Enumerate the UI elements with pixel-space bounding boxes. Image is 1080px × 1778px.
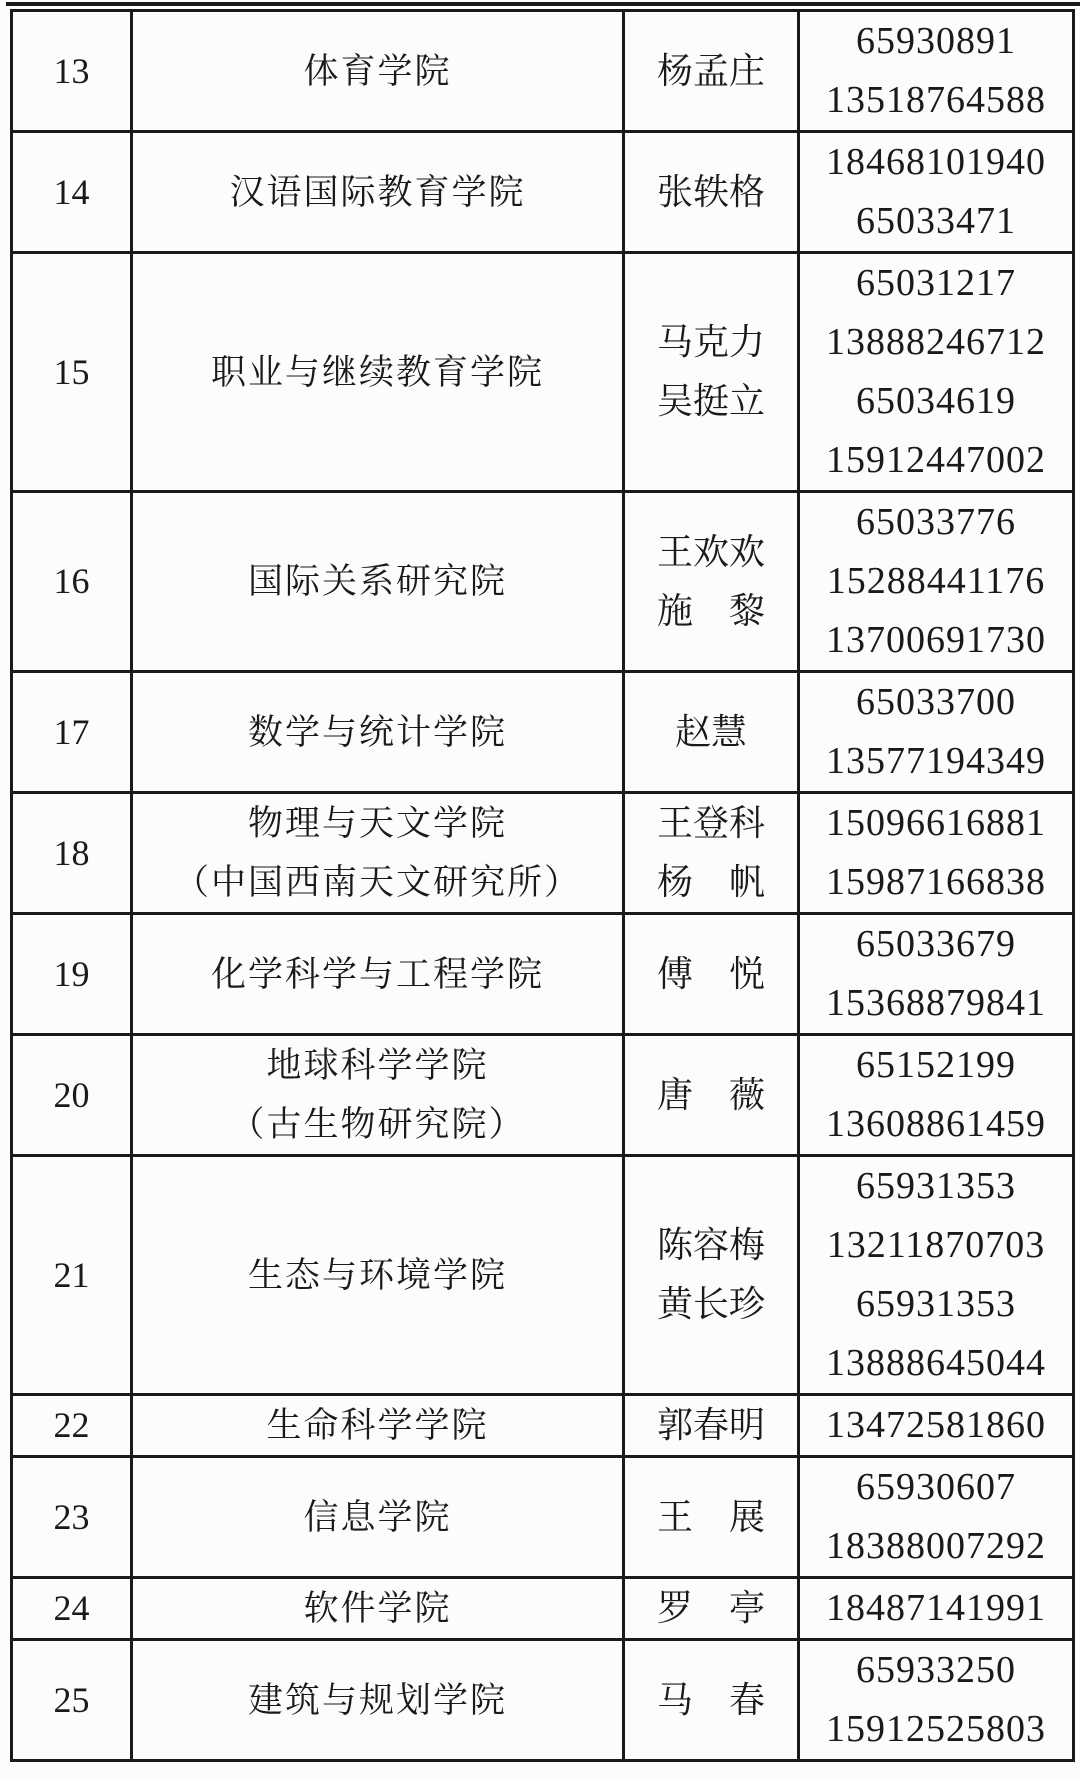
phone-numbers-cell [799,1156,1074,1395]
phone-numbers-cell [799,1395,1074,1457]
college-name-line: 信息学院 [303,1497,452,1537]
phone-number: 65152199 [856,1044,1016,1086]
college-name-line: 生命科学学院 [266,1406,489,1445]
row-number: 18 [53,832,90,873]
college-name-cell [132,672,624,793]
row-number: 16 [53,561,90,601]
college-name-line: （中国西南天文研究所） [173,863,581,902]
phone-number: 15288441176 [826,560,1046,602]
phone-numbers-cell [799,914,1074,1035]
college-name-line: 数学与统计学院 [247,712,507,752]
contact-name: 马 春 [656,1679,765,1720]
contact-name: 施 黎 [656,590,765,631]
college-name-cell [132,132,624,253]
contact-name-cell [624,492,799,672]
row-number: 24 [53,1588,90,1628]
table-row [12,793,1074,914]
college-name-cell [132,11,624,132]
college-contact-table [10,9,1075,1762]
phone-numbers-cell [799,672,1074,793]
college-name-line: 职业与继续教育学院 [210,352,544,392]
phone-number: 65033776 [856,501,1016,543]
phone-number: 65931353 [856,1165,1016,1207]
phone-numbers-cell [799,1035,1074,1156]
phone-numbers-cell [799,1457,1074,1578]
row-number-cell [12,11,132,132]
row-number: 19 [53,953,90,994]
table-row [12,1156,1074,1395]
contact-name: 张轶格 [656,171,765,212]
phone-numbers-cell [799,1578,1074,1640]
row-number: 23 [53,1496,90,1537]
row-number-cell [12,1035,132,1156]
row-number: 13 [53,50,90,91]
table-row [12,1395,1074,1457]
phone-number: 65033679 [856,923,1016,965]
contact-name: 王登科 [656,803,765,843]
phone-number: 15912447002 [826,439,1046,481]
college-name-cell [132,914,624,1035]
college-name-line: （古生物研究院） [229,1105,526,1144]
phone-number: 13577194349 [826,740,1046,782]
row-number-cell [12,1578,132,1640]
college-name-line: 化学科学与工程学院 [210,954,544,994]
contact-name: 吴挺立 [656,381,765,421]
row-number: 15 [53,351,90,392]
phone-number: 13472581860 [826,1404,1046,1446]
phone-number: 18468101940 [826,141,1046,183]
phone-numbers-cell [799,793,1074,914]
phone-number: 18388007292 [826,1525,1046,1567]
row-number-cell [12,914,132,1035]
row-number-cell [12,793,132,914]
page-top-rule [6,2,1080,6]
phone-number: 13700691730 [826,619,1046,661]
table-row [12,1640,1074,1761]
contact-name: 王欢欢 [656,531,765,572]
college-name-line: 建筑与规划学院 [247,1680,507,1720]
college-name-line: 软件学院 [303,1589,452,1628]
row-number-cell [12,492,132,672]
contact-name-cell [624,132,799,253]
contact-name: 王 展 [656,1496,765,1537]
college-name-cell [132,1395,624,1457]
contact-name-cell [624,914,799,1035]
row-number-cell [12,132,132,253]
contact-name: 郭春明 [656,1405,765,1445]
contact-name: 赵慧 [674,711,747,752]
contact-table-body [12,11,1074,1761]
row-number-cell [12,253,132,492]
row-number: 22 [53,1405,90,1445]
college-name-cell [132,1035,624,1156]
table-row [12,1035,1074,1156]
contact-name: 罗 亭 [656,1588,765,1628]
row-number-cell [12,1156,132,1395]
contact-name: 杨 帆 [656,862,765,902]
phone-number: 13888645044 [826,1342,1046,1384]
college-name-cell [132,793,624,914]
contact-name-cell [624,672,799,793]
phone-number: 15096616881 [826,802,1046,844]
phone-number: 13888246712 [826,321,1046,363]
contact-name-cell [624,1395,799,1457]
phone-numbers-cell [799,1640,1074,1761]
college-name-line: 地球科学学院 [266,1046,489,1085]
college-name-line: 生态与环境学院 [247,1255,507,1295]
college-name-cell [132,492,624,672]
contact-name-cell [624,1640,799,1761]
phone-numbers-cell [799,253,1074,492]
table-row [12,253,1074,492]
table-row [12,1578,1074,1640]
phone-number: 65033700 [856,681,1016,723]
phone-number: 15912525803 [826,1708,1046,1750]
phone-number: 65930607 [856,1466,1016,1508]
row-number-cell [12,672,132,793]
row-number-cell [12,1395,132,1457]
college-name-cell [132,253,624,492]
contact-name-cell [624,11,799,132]
table-row [12,1457,1074,1578]
row-number-cell [12,1640,132,1761]
college-name-line: 国际关系研究院 [247,562,507,601]
table-row [12,492,1074,672]
college-name-cell [132,1457,624,1578]
contact-name-cell [624,1457,799,1578]
contact-name: 杨孟庄 [656,50,765,91]
phone-number: 18487141991 [826,1587,1046,1629]
contact-name-cell [624,1035,799,1156]
phone-numbers-cell [799,11,1074,132]
phone-number: 65931353 [856,1283,1016,1325]
phone-number: 13518764588 [826,79,1046,121]
phone-numbers-cell [799,132,1074,253]
college-name-cell [132,1156,624,1395]
row-number: 14 [53,171,90,212]
row-number: 21 [53,1254,90,1295]
table-row [12,132,1074,253]
phone-number: 65933250 [856,1649,1016,1691]
row-number: 25 [53,1679,90,1720]
college-name-cell [132,1640,624,1761]
college-name-line: 体育学院 [303,51,452,91]
phone-number: 15368879841 [826,982,1046,1024]
table-row [12,914,1074,1035]
contact-name: 陈容梅 [656,1225,765,1265]
college-name-line: 汉语国际教育学院 [229,172,526,212]
table-row [12,672,1074,793]
college-name-line: 物理与天文学院 [247,804,507,843]
phone-number: 13608861459 [826,1103,1046,1145]
phone-number: 65033471 [856,200,1016,242]
contact-name: 傅 悦 [656,953,765,994]
contact-name-cell [624,253,799,492]
table-row [12,11,1074,132]
phone-number: 13211870703 [826,1224,1046,1266]
phone-number: 15987166838 [826,861,1046,903]
contact-name: 唐 薇 [656,1074,765,1115]
row-number-cell [12,1457,132,1578]
contact-name: 马克力 [656,322,765,362]
row-number: 20 [53,1074,90,1115]
row-number: 17 [53,711,90,752]
phone-number: 65034619 [856,380,1016,422]
phone-number: 65031217 [856,262,1016,304]
phone-numbers-cell [799,492,1074,672]
contact-name: 黄长珍 [656,1284,765,1324]
college-name-cell [132,1578,624,1640]
contact-name-cell [624,793,799,914]
phone-number: 65930891 [856,20,1016,62]
contact-name-cell [624,1578,799,1640]
contact-name-cell [624,1156,799,1395]
